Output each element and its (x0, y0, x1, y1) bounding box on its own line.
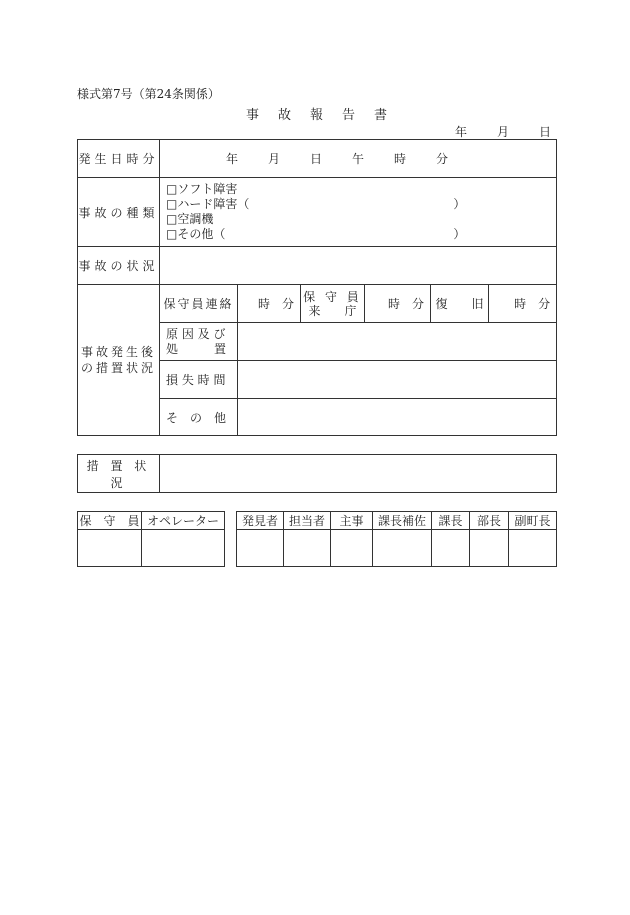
form-number: 様式第7号（第24条関係） (77, 87, 220, 101)
signoff-assistant-manager-stamp[interactable] (373, 530, 432, 567)
signoff-director-stamp[interactable] (470, 530, 509, 567)
signoff-section-manager-header: 課長 (432, 512, 470, 530)
signoff-deputy-mayor-header: 副町長 (509, 512, 557, 530)
signoff-section-manager-stamp[interactable] (432, 530, 470, 567)
signoff-operator-header: オペレーター (142, 512, 225, 530)
signoff-deputy-mayor-stamp[interactable] (509, 530, 557, 567)
contact-label: 保守員連絡 (160, 285, 238, 323)
arrival-time[interactable]: 時 分 (365, 285, 431, 323)
signoff-director-header: 部長 (470, 512, 509, 530)
measures-label: 措 置 状 況 (78, 455, 160, 493)
signoff-incharge-stamp[interactable] (284, 530, 331, 567)
signoff-chief-header: 主事 (331, 512, 373, 530)
measures-table (77, 454, 557, 493)
signoff-maintainer-header: 保 守 員 (78, 512, 142, 530)
after-measures-label: 事故発生後 の措置状況 (78, 285, 160, 436)
kind-option-software[interactable]: □ソフト障害 (166, 182, 238, 196)
lost-time-field[interactable] (238, 361, 557, 399)
kind-options[interactable] (160, 178, 557, 247)
signoff-incharge-header: 担当者 (284, 512, 331, 530)
signoff-discoverer-header: 発見者 (237, 512, 284, 530)
lost-time-label: 損 失 時 間 (160, 361, 238, 399)
cause-label: 原 因 及 び 処 置 (160, 323, 238, 361)
other-field[interactable] (238, 399, 557, 436)
restore-label: 復 旧 (431, 285, 489, 323)
signoff-maintainer-stamp[interactable] (78, 530, 142, 567)
measures-field[interactable] (160, 455, 557, 493)
signoff-chief-stamp[interactable] (331, 530, 373, 567)
occurrence-value[interactable]: 年 月 日 午 時 分 (160, 140, 557, 178)
arrival-label: 保 守 員 来 庁 (301, 285, 365, 323)
other-label: そ の 他 (160, 399, 238, 436)
status-field[interactable] (160, 247, 557, 285)
restore-time[interactable]: 時 分 (489, 285, 557, 323)
occurrence-label: 発生日時分 (78, 140, 160, 178)
kind-option-other[interactable]: □その他（ ） (166, 227, 466, 241)
kind-label: 事故の種類 (78, 178, 160, 247)
signoff-operator-stamp[interactable] (142, 530, 225, 567)
kind-option-aircon[interactable]: □空調機 (166, 212, 214, 226)
page-title: 事 故 報 告 書 (246, 108, 391, 123)
main-form-table (77, 139, 557, 436)
signoff-assistant-manager-header: 課長補佐 (373, 512, 432, 530)
signoff-left-table (77, 511, 225, 567)
report-date[interactable]: 年 月 日 (455, 125, 554, 139)
contact-time[interactable]: 時 分 (238, 285, 301, 323)
cause-field[interactable] (238, 323, 557, 361)
signoff-discoverer-stamp[interactable] (237, 530, 284, 567)
signoff-right-table (236, 511, 557, 567)
kind-option-hardware[interactable]: □ハード障害（ ） (166, 197, 466, 211)
status-label: 事故の状況 (78, 247, 160, 285)
